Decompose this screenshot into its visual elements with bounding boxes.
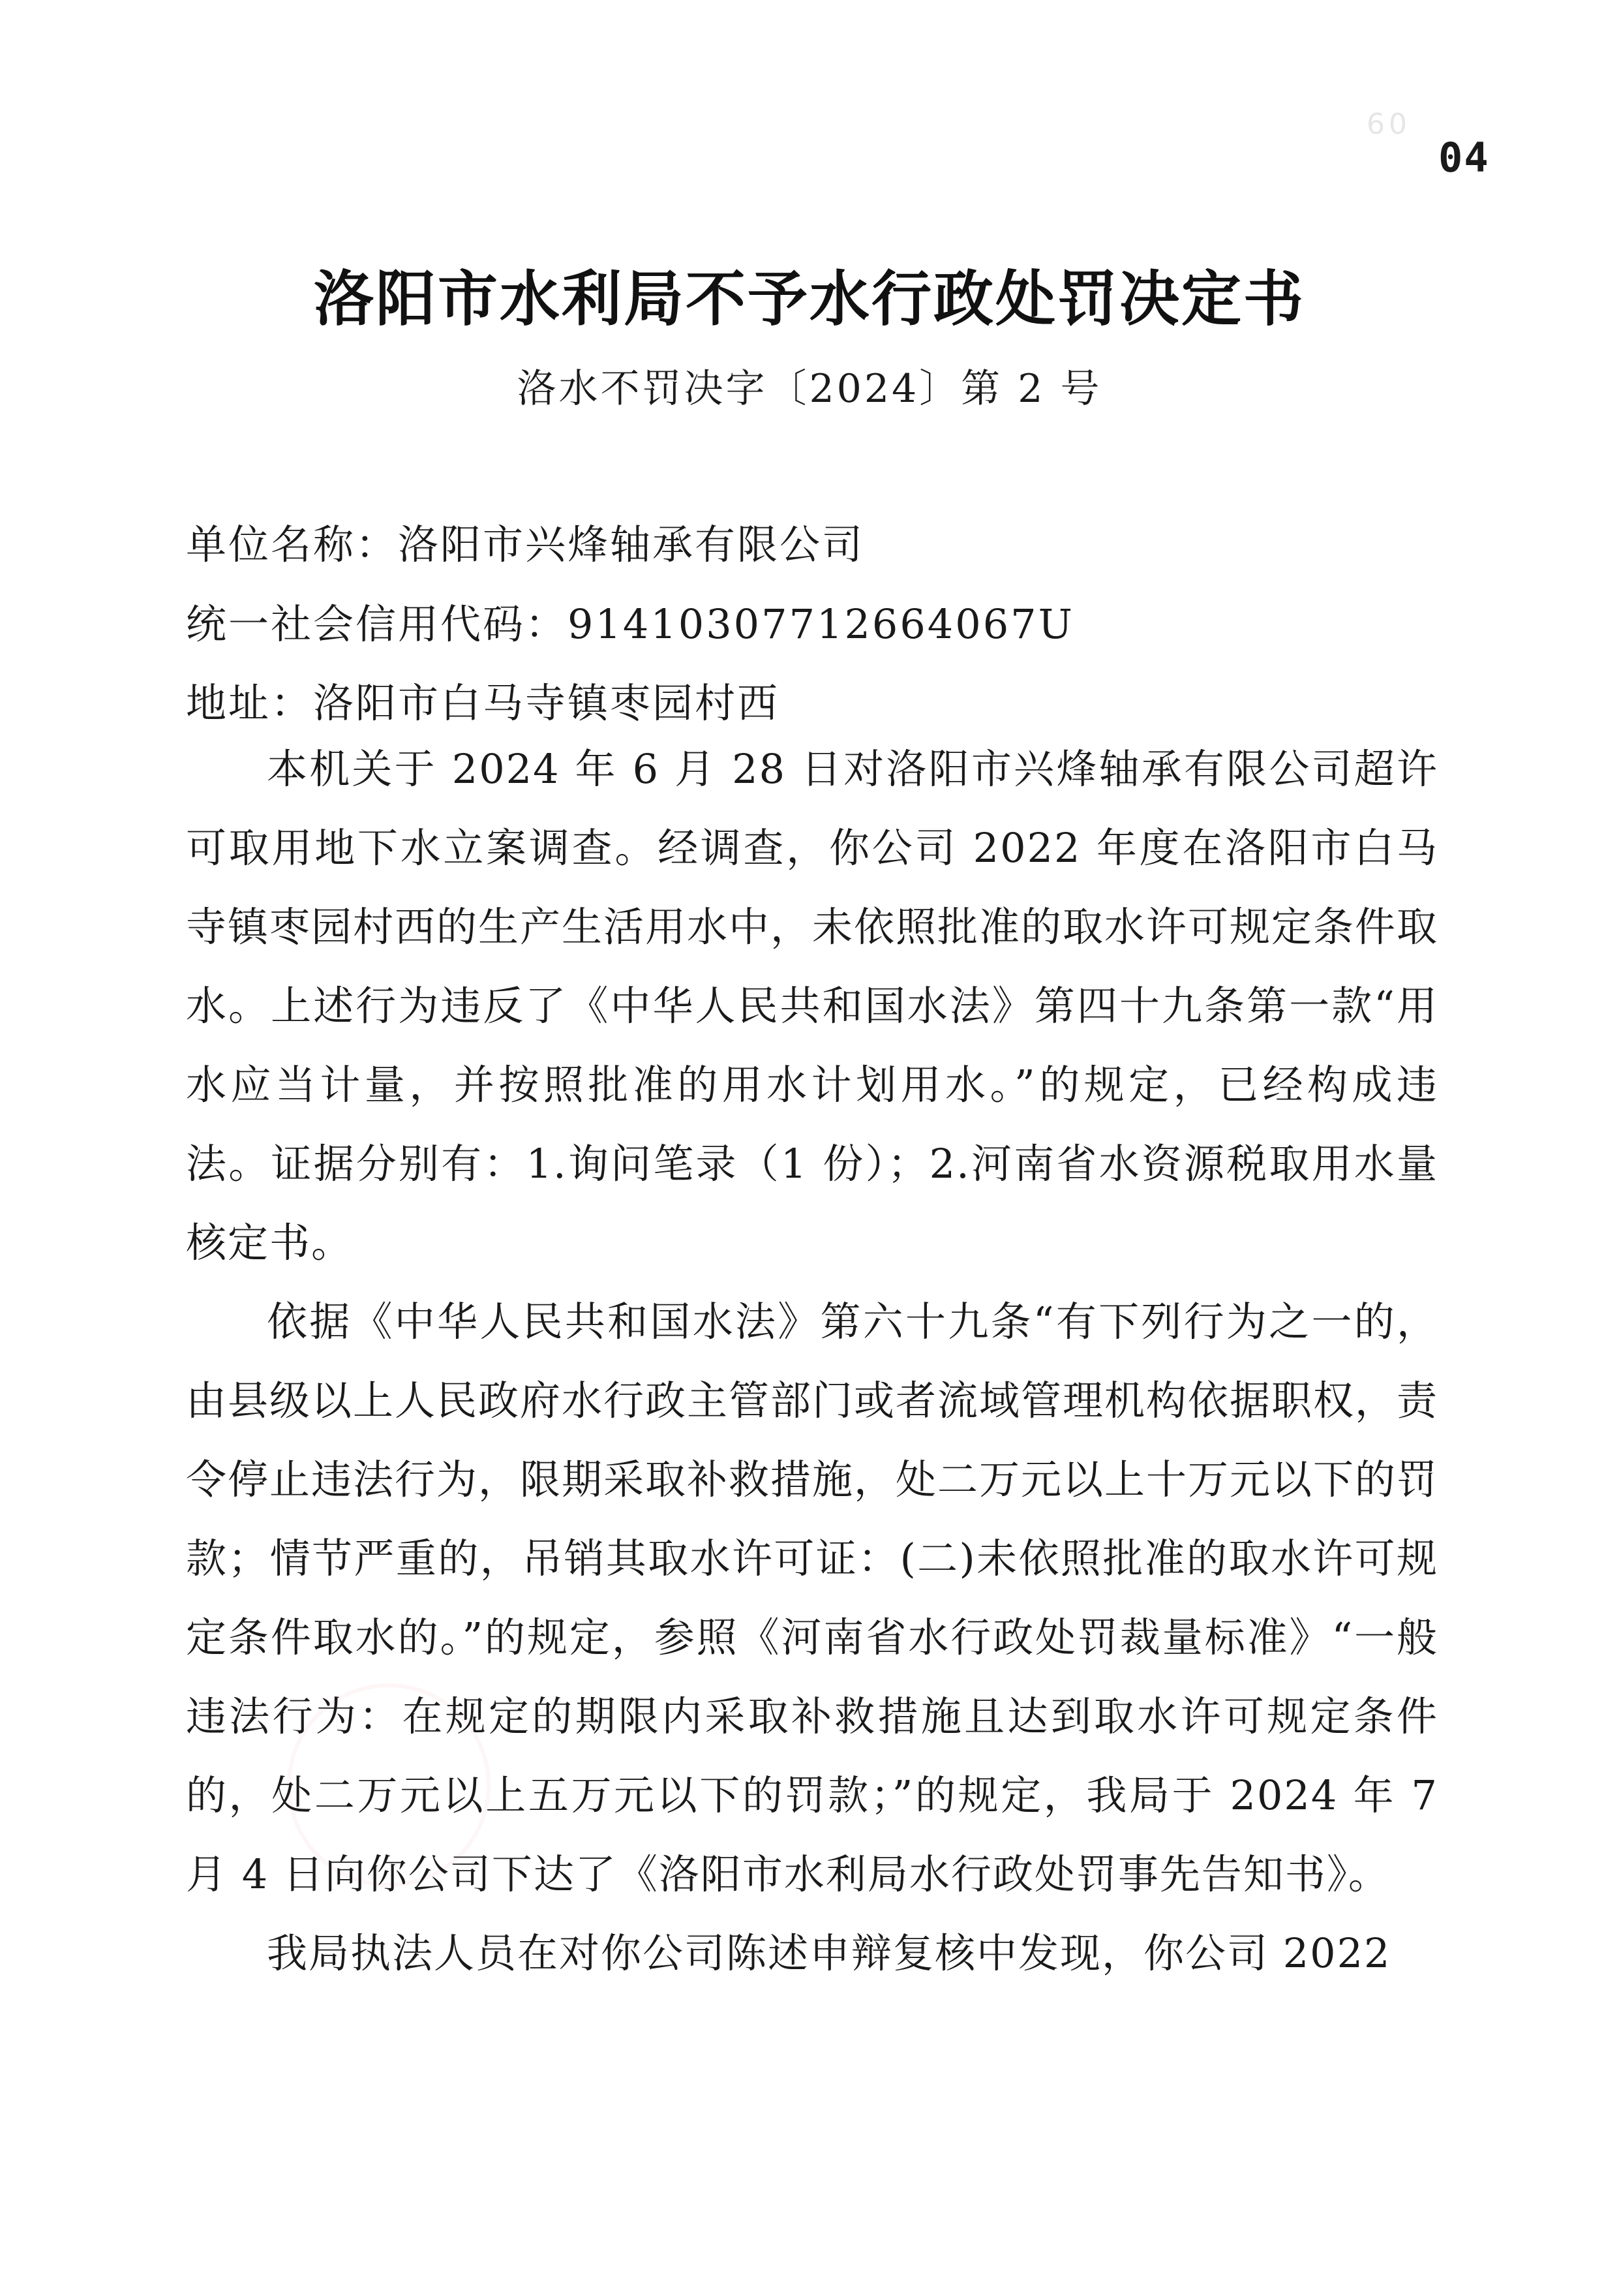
address-field: 地址：洛阳市白马寺镇枣园村西 xyxy=(186,679,780,727)
document-number: 洛水不罚决字〔2024〕第 2 号 xyxy=(517,366,1102,412)
credit-code-field: 统一社会信用代码：91410307712664067U xyxy=(186,600,1074,648)
body-text xyxy=(186,729,1438,1993)
paragraph-review: 我局执法人员在对你公司陈述申辩复核中发现，你公司 2022 xyxy=(267,1929,1391,1977)
document-title: 洛阳市水利局不予水行政处罚决定书 xyxy=(313,264,1305,334)
paragraph-legal-basis: 依据《中华人民共和国水法》第六十九条“有下列行为之一的，由县级以上人民政府水行政主管部门或者流域管理机构依据职权，责令停止违法行为，限期采取补救措施，处二万元以上十万元以下的罚款；情节严重的，吊销其取水许可证：(二)未依照批准的取水许可规定条件取水的。”的规定，参照《河南省水行政处罚裁量标准》“一般违法行为：在规定的期限内采取补救措施且达到取水许可规定条件的，处二万元以上五万元以下的罚款；”的规定，我局于 2024 年 7 月 4 日向你公司下达了《洛阳市水利局水行政处罚事先告知书》。 xyxy=(186,1298,1439,1898)
faint-page-mark: 60 xyxy=(1367,108,1411,141)
paragraph-investigation: 本机关于 2024 年 6 月 28 日对洛阳市兴烽轴承有限公司超许可取用地下水立案调查。经调查，你公司 2022 年度在洛阳市白马寺镇枣园村西的生产生活用水中，未依照批准的取水许可规定条件取水。上述行为违反了《中华人民共和国水法》第四十九条第一款“用水应当计量，并按照批准的用水计划用水。”的规定，已经构成违法。证据分别有：1.询问笔录（1 份）；2.河南省水资源税取用水量核定书。 xyxy=(186,745,1439,1266)
unit-name-field: 单位名称：洛阳市兴烽轴承有限公司 xyxy=(186,521,865,568)
page-number: 04 xyxy=(1438,134,1490,181)
